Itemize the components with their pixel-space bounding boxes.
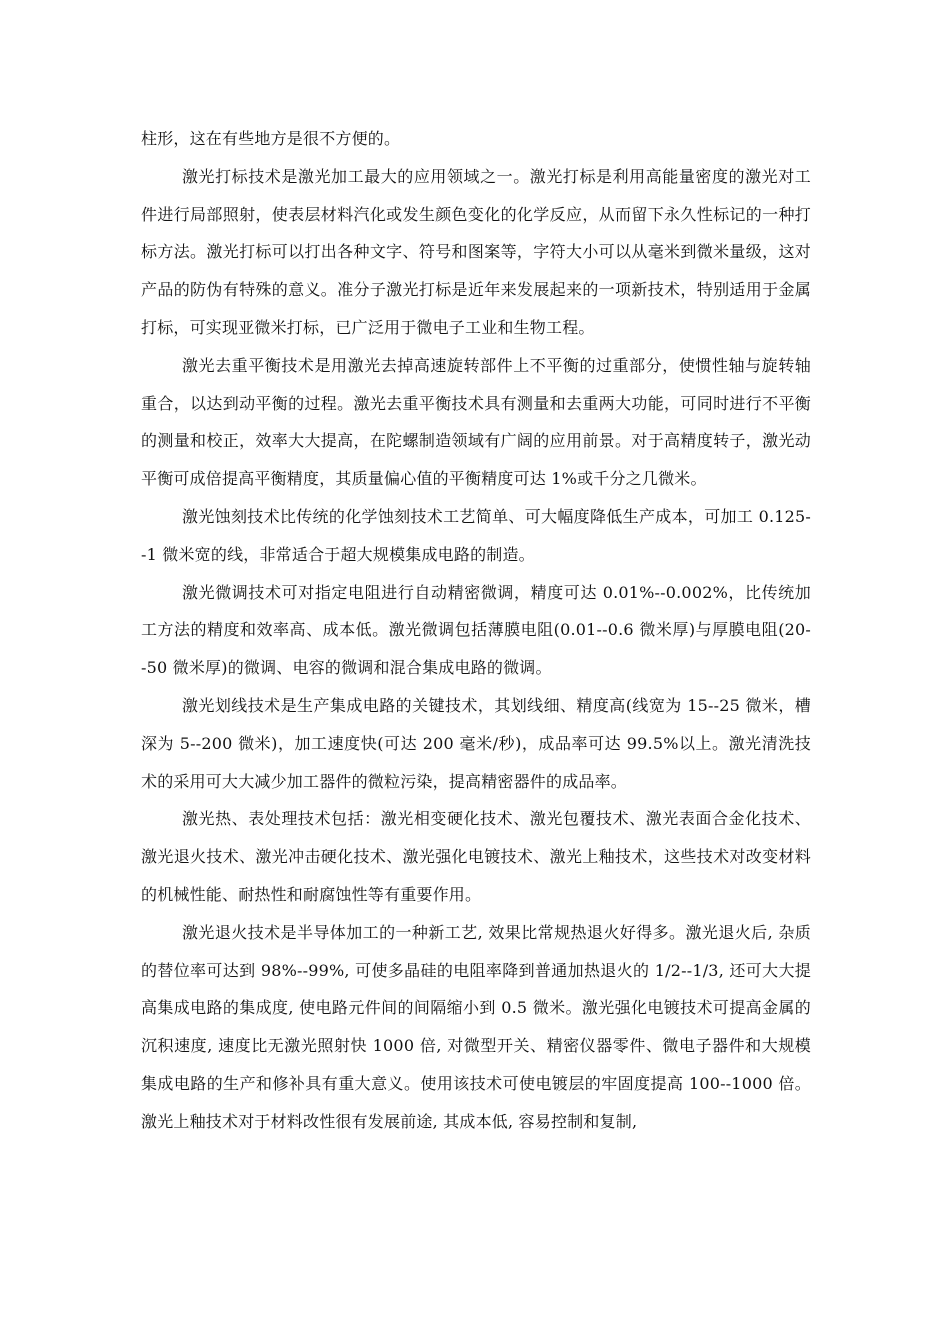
- paragraph-laser-marking: 激光打标技术是激光加工最大的应用领域之一。激光打标是利用高能量密度的激光对工件进行局部照射，使表层材料汽化或发生颜色变化的化学反应，从而留下永久性标记的一种打标方法。激光打标可以打出各种文字、符号和图案等，字符大小可以从毫米到微米量级，这对产品的防伪有特殊的意义。准分子激光打标是近年来发展起来的一项新技术，特别适用于金属打标，可实现亚微米打标，已广泛用于微电子工业和生物工程。: [141, 166, 811, 337]
- paragraph-laser-annealing: 激光退火技术是半导体加工的一种新工艺, 效果比常规热退火好得多。激光退火后, 杂质的替位率可达到 98%--99%, 可使多晶硅的电阻率降到普通加热退火的 1/2--1/3, 还可大大提高集成电路的集成度, 使电路元件间的间隔缩小到 0.5 微米。激光强化电镀技术可提高金属的沉积速度, 速度比无激光照射快 1000 倍, 对微型开关、精密仪器零件、微电子器件和大规模集成电路的生产和修补具有重大意义。使用该技术可使电镀层的牢固度提高 100--1000 倍。激光上釉技术对于材料改性很有发展前途, 其成本低, 容易控制和复制,: [141, 922, 811, 1131]
- paragraph-laser-scribing: 激光划线技术是生产集成电路的关键技术，其划线细、精度高(线宽为 15--25 微米，槽深为 5--200 微米)，加工速度快(可达 200 毫米/秒)，成品率可达 99.5%以上。激光清洗技术的采用可大大减少加工器件的微粒污染，提高精密器件的成品率。: [141, 695, 811, 791]
- document-body: [141, 120, 811, 1141]
- paragraph-laser-trimming: 激光微调技术可对指定电阻进行自动精密微调，精度可达 0.01%--0.002%，比传统加工方法的精度和效率高、成本低。激光微调包括薄膜电阻(0.01--0.6 微米厚)与厚膜电阻(20--50 微米厚)的微调、电容的微调和混合集成电路的微调。: [141, 582, 811, 678]
- paragraph-laser-heat-treatment: 激光热、表处理技术包括：激光相变硬化技术、激光包覆技术、激光表面合金化技术、激光退火技术、激光冲击硬化技术、激光强化电镀技术、激光上釉技术，这些技术对改变材料的机械性能、耐热性和耐腐蚀性等有重要作用。: [141, 809, 811, 904]
- paragraph-laser-balancing: 激光去重平衡技术是用激光去掉高速旋转部件上不平衡的过重部分，使惯性轴与旋转轴重合，以达到动平衡的过程。激光去重平衡技术具有测量和去重两大功能，可同时进行不平衡的测量和校正，效率大大提高，在陀螺制造领域有广阔的应用前景。对于高精度转子，激光动平衡可成倍提高平衡精度，其质量偏心值的平衡精度可达 1%或千分之几微米。: [141, 355, 811, 489]
- paragraph-continuation: 柱形，这在有些地方是很不方便的。: [141, 129, 401, 148]
- paragraph-laser-etching: 激光蚀刻技术比传统的化学蚀刻技术工艺简单、可大幅度降低生产成本，可加工 0.125--1 微米宽的线，非常适合于超大规模集成电路的制造。: [141, 506, 811, 564]
